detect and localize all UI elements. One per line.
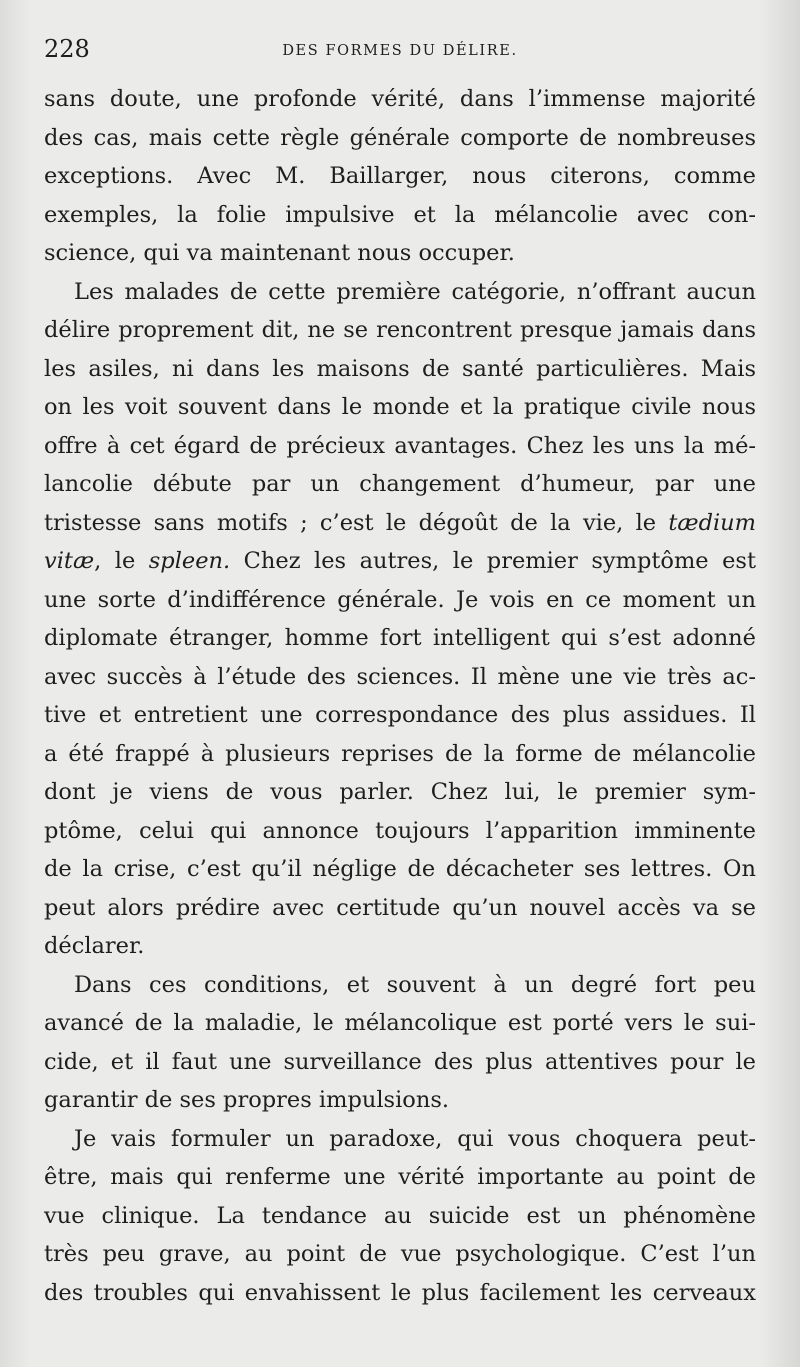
body-text [44, 80, 756, 1312]
text-line: exceptions. Avec M. Baillarger, nous citerons, comme [44, 163, 756, 189]
text-line: délire proprement dit, ne se rencontrent presque jamais dans [44, 317, 756, 343]
text-line: offre à cet égard de précieux avantages. Chez les uns la mé- [44, 432, 756, 459]
paragraph-first-line: Je vais formuler un paradoxe, qui vous choquera peut- [74, 1125, 756, 1152]
text-segment: Chez les autres, le premier symptôme est [230, 548, 757, 574]
page-number: 228 [44, 35, 90, 63]
text-line: avec succès à l’étude des sciences. Il mène une vie très ac- [44, 663, 756, 690]
text-line: a été frappé à plusieurs reprises de la forme de mélancolie [44, 740, 756, 767]
text-segment: , le [94, 548, 149, 574]
text-segment: tristesse sans motifs ; c’est le dégoût de la vie, le [44, 509, 669, 536]
text-line: lancolie débute par un changement d’humeur, par une [44, 471, 756, 497]
text-line: avancé de la maladie, le mélancolique est porté vers le sui- [44, 1010, 756, 1036]
text-line: des cas, mais cette règle générale comporte de nombreuses [44, 124, 756, 151]
text-line: des troubles qui envahissent le plus facilement les cerveaux [44, 1279, 756, 1306]
text-line: dont je viens de vous parler. Chez lui, le premier sym- [44, 779, 756, 805]
paragraph-last-line: garantir de ses propres impulsions. [44, 1087, 450, 1113]
paragraph-last-line: science, qui va maintenant nous occuper. [44, 240, 515, 266]
text-line [44, 504, 756, 543]
text-line: ptôme, celui qui annonce toujours l’apparition imminente [44, 817, 756, 844]
paragraph-first-line: Les malades de cette première catégorie, n’offrant aucun [74, 278, 756, 305]
text-line: être, mais qui renferme une vérité importante au point de [44, 1164, 756, 1190]
running-title: DES FORMES DU DÉLIRE. [282, 43, 518, 59]
text-line: très peu grave, au point de vue psychologique. C’est l’un [44, 1241, 756, 1267]
text-line: de la crise, c’est qu’il néglige de décacheter ses lettres. On [44, 856, 756, 882]
text-line: une sorte d’indifférence générale. Je vois en ce moment un [44, 586, 756, 613]
italic-term: tædium [668, 509, 756, 536]
paragraph-last-line: déclarer. [44, 933, 145, 959]
paragraph-first-line: Dans ces conditions, et souvent à un degré fort peu [74, 971, 756, 998]
italic-term: spleen. [148, 548, 231, 574]
text-line: on les voit souvent dans le monde et la pratique civile nous [44, 394, 756, 420]
text-line: les asiles, ni dans les maisons de santé particulières. Mais [44, 355, 756, 382]
text-line: sans doute, une profonde vérité, dans l’immense majorité [44, 86, 756, 112]
text-line: vue clinique. La tendance au suicide est un phénomène [44, 1202, 756, 1229]
text-line: tive et entretient une correspondance des plus assidues. Il [44, 702, 756, 728]
text-line: diplomate étranger, homme fort intelligent qui s’est adonné [44, 625, 756, 651]
text-line [44, 542, 756, 581]
italic-term: vitæ [44, 548, 95, 574]
text-line: peut alors prédire avec certitude qu’un nouvel accès va se [44, 894, 756, 921]
text-line: exemples, la folie impulsive et la mélancolie avec con- [44, 201, 756, 228]
text-line: cide, et il faut une surveillance des plus attentives pour le [44, 1048, 756, 1075]
